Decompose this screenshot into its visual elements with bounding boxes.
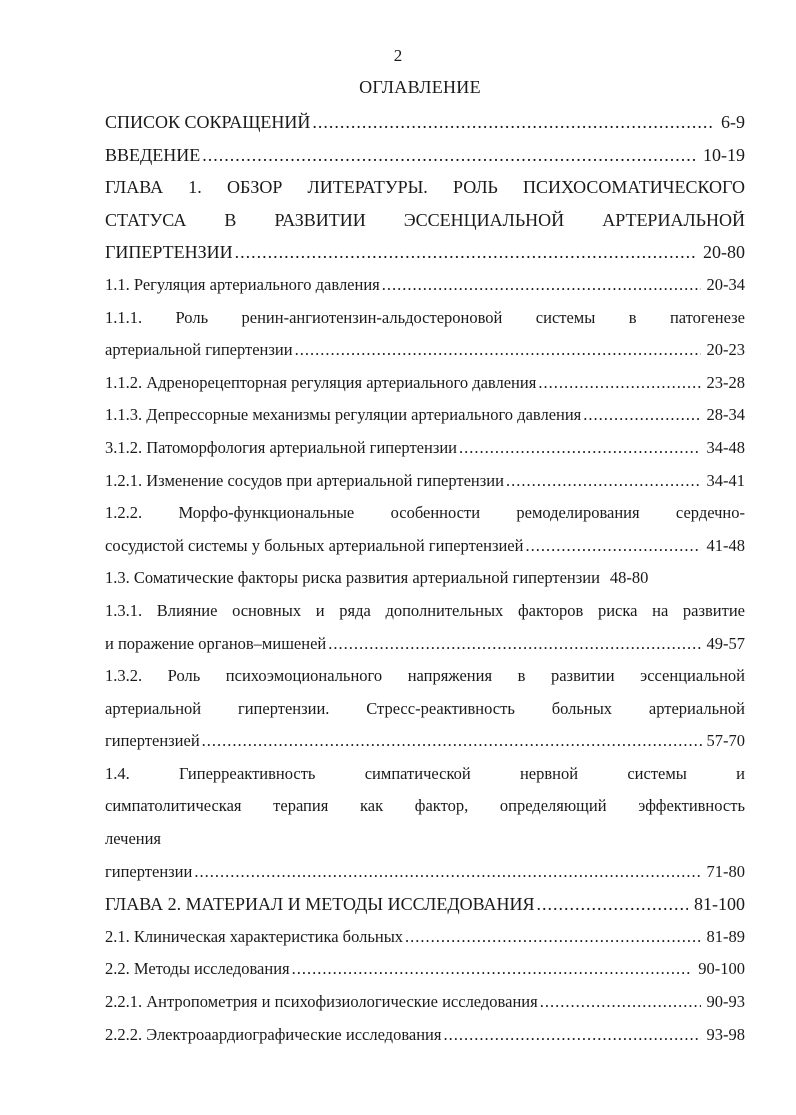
toc-entry-page: 20-34 bbox=[706, 274, 745, 294]
toc-entry-text: 1.1. Регуляция артериального давления bbox=[105, 274, 380, 294]
toc-entry-page: 41-48 bbox=[706, 535, 745, 555]
toc-entry-page: 57-70 bbox=[706, 731, 745, 751]
leader-dots bbox=[405, 921, 700, 954]
toc-entry-3-1-2 bbox=[105, 432, 745, 465]
toc-entry-text: 2.2.1. Антропометрия и психофизиологические исследования bbox=[105, 992, 538, 1012]
toc-entry-text: СПИСОК СОКРАЩЕНИЙ bbox=[105, 112, 311, 132]
toc-entry-page: 20-23 bbox=[706, 340, 745, 360]
toc-entry-1-3-2-line1: 1.3.2. Роль психоэмоционального напряжения в развитии эссенциальной bbox=[105, 666, 745, 686]
toc-entry-page: 20-80 bbox=[703, 242, 745, 263]
leader-dots bbox=[235, 236, 697, 269]
toc-entry-text: артериальной гипертензии bbox=[105, 340, 293, 360]
toc-entry-1-1-2 bbox=[105, 367, 745, 400]
toc-entry-1-1-3 bbox=[105, 399, 745, 432]
toc-entry-1-1 bbox=[105, 269, 745, 302]
leader-dots bbox=[295, 334, 701, 367]
leader-dots bbox=[202, 139, 697, 172]
toc-entry-page: 23-28 bbox=[706, 372, 745, 392]
leader-dots bbox=[382, 269, 701, 302]
toc-entry-page: 34-41 bbox=[706, 470, 745, 490]
leader-dots bbox=[328, 628, 700, 661]
toc-entry-text: ГЛАВА 2. МАТЕРИАЛ И МЕТОДЫ ИССЛЕДОВАНИЯ bbox=[105, 894, 535, 915]
toc-entry-text: 2.1. Клиническая характеристика больных bbox=[105, 926, 404, 946]
toc-entry-1-2-2-line2 bbox=[105, 530, 745, 563]
toc-entry-1-2-2-line1: 1.2.2. Морфо-функциональные особенности ремоделирования сердечно- bbox=[105, 503, 745, 523]
toc-entry-abbreviations bbox=[105, 106, 745, 139]
toc-entry-1-1-1-line1: 1.1.1. Роль ренин-ангиотензин-альдостероновой системы в патогенезе bbox=[105, 307, 745, 327]
toc-entry-text: гипертензией bbox=[105, 731, 200, 751]
toc-chapter1-line2: СТАТУСА В РАЗВИТИИ ЭССЕНЦИАЛЬНОЙ АРТЕРИАЛЬНОЙ bbox=[105, 209, 745, 230]
toc-entry-1-4-line1: 1.4. Гиперреактивность симпатической нервной системы и bbox=[105, 763, 745, 783]
toc-entry-page: 71-80 bbox=[706, 861, 745, 881]
toc-entry-1-4-line2: симпатолитическая терапия как фактор, определяющий эффективность bbox=[105, 796, 745, 816]
toc-entry-2-2 bbox=[105, 953, 745, 986]
leader-dots bbox=[194, 856, 700, 889]
toc-entry-page: 49-57 bbox=[706, 633, 745, 653]
toc-entry-text: гипертензии bbox=[105, 861, 193, 881]
leader-dots bbox=[525, 530, 700, 563]
leader-dots bbox=[506, 465, 701, 498]
toc-entry-text: 1.3. Соматические факторы риска развития артериальной гипертензии bbox=[105, 568, 600, 588]
toc-title: ОГЛАВЛЕНИЕ bbox=[359, 77, 481, 97]
toc-entry-text: 1.2.1. Изменение сосудов при артериальной гипертензии bbox=[105, 470, 504, 490]
toc-entry-page: 6-9 bbox=[721, 112, 745, 132]
toc-entry-2-2-2 bbox=[105, 1019, 745, 1052]
toc-entry-1-3 bbox=[105, 562, 745, 595]
toc-chapter1-line3 bbox=[105, 236, 745, 269]
toc-entry-1-1-1-line2 bbox=[105, 334, 745, 367]
leader-dots bbox=[538, 367, 700, 400]
toc-entry-page: 90-93 bbox=[706, 992, 745, 1012]
toc-entry-page: 34-48 bbox=[706, 437, 745, 457]
page-number: 2 bbox=[393, 46, 403, 65]
toc-entry-1-3-1-line2 bbox=[105, 628, 745, 661]
toc-entry-page: 10-19 bbox=[703, 144, 745, 165]
toc-entry-1-4-line3: лечения bbox=[105, 829, 162, 849]
toc-entry-page: 81-89 bbox=[706, 926, 745, 946]
toc-entry-page: 93-98 bbox=[706, 1024, 745, 1044]
toc-entry-page: 90-100 bbox=[698, 959, 745, 979]
toc-entry-text: и поражение органов–мишеней bbox=[105, 633, 327, 653]
toc-entry-2-1 bbox=[105, 921, 745, 954]
toc-entry-1-3-1-line1: 1.3.1. Влияние основных и ряда дополнительных факторов риска на развитие bbox=[105, 600, 745, 620]
leader-dots bbox=[583, 399, 700, 432]
toc-entry-1-3-2-line2: артериальной гипертензии. Стресс-реактивность больных артериальной bbox=[105, 698, 745, 718]
toc-entry-1-4-line4 bbox=[105, 856, 745, 889]
toc-chapter1-line1: ГЛАВА 1. ОБЗОР ЛИТЕРАТУРЫ. РОЛЬ ПСИХОСОМАТИЧЕСКОГО bbox=[105, 177, 745, 198]
toc-entry-page: 81-100 bbox=[694, 894, 745, 915]
toc-entry-text: ВВЕДЕНИЕ bbox=[105, 144, 201, 165]
toc-entry-page: 48-80 bbox=[609, 568, 649, 588]
toc-entry-introduction bbox=[105, 139, 745, 172]
toc-entry-text: ГИПЕРТЕНЗИИ bbox=[105, 242, 233, 263]
leader-dots bbox=[312, 106, 715, 139]
toc-entry-1-2-1 bbox=[105, 465, 745, 498]
table-of-contents bbox=[105, 106, 745, 1051]
toc-entry-text: 2.2. Методы исследования bbox=[105, 959, 290, 979]
toc-entry-text: 3.1.2. Патоморфология артериальной гипертензии bbox=[105, 437, 458, 457]
toc-entry-text: сосудистой системы у больных артериальной гипертензией bbox=[105, 535, 524, 555]
leader-dots bbox=[459, 432, 700, 465]
toc-entry-text: 1.1.2. Адренорецепторная регуляция артериального давления bbox=[105, 372, 537, 392]
leader-dots bbox=[443, 1019, 700, 1052]
leader-dots bbox=[537, 888, 688, 921]
toc-entry-chapter2 bbox=[105, 888, 745, 921]
toc-entry-2-2-1 bbox=[105, 986, 745, 1019]
leader-dots bbox=[292, 953, 693, 986]
toc-entry-text: 1.1.3. Депрессорные механизмы регуляции артериального давления bbox=[105, 405, 582, 425]
toc-entry-1-3-2-line3 bbox=[105, 725, 745, 758]
toc-entry-text: 2.2.2. Электроаардиографические исследования bbox=[105, 1024, 442, 1044]
leader-dots bbox=[202, 725, 703, 758]
toc-entry-page: 28-34 bbox=[706, 405, 745, 425]
leader-dots bbox=[540, 986, 701, 1019]
